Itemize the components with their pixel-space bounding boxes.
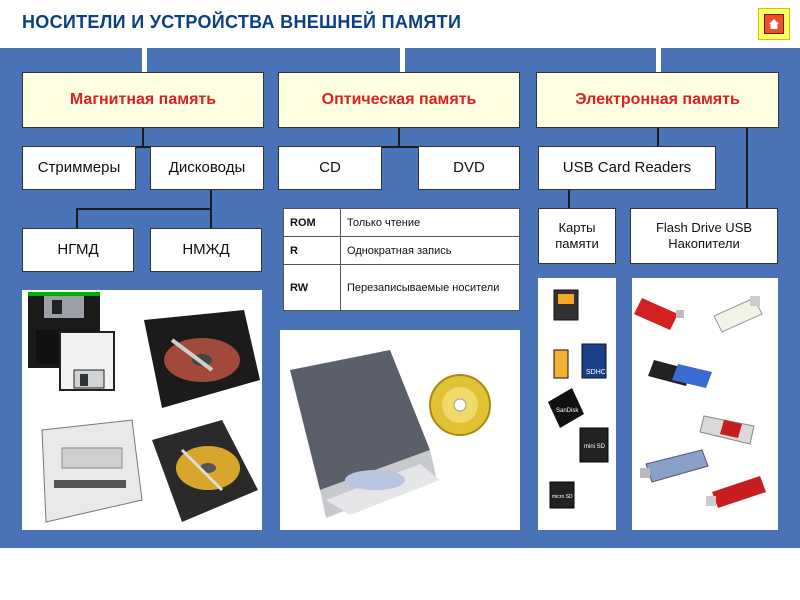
optical-types-table [283, 208, 520, 311]
table-cell-key: RW [284, 265, 341, 311]
node-flash-drives: Flash Drive USB Накопители [630, 208, 778, 264]
table-row [284, 209, 520, 237]
home-icon [764, 14, 784, 34]
node-nmzhd: НМЖД [150, 228, 262, 272]
hard-drive-icon [144, 310, 260, 408]
usb-flash-drive-icon [640, 450, 708, 482]
memory-card-icon [554, 350, 568, 378]
node-cd: CD [278, 146, 382, 190]
micro-sd-card-icon [550, 482, 574, 508]
node-streamers: Стриммеры [22, 146, 136, 190]
cd-drive-icon [290, 350, 440, 518]
table-cell-desc: Однократная запись [341, 237, 520, 265]
table-row [284, 265, 520, 311]
usb-flash-drive-icon [634, 298, 684, 330]
floppy-disk-icon [60, 332, 114, 390]
table-cell-desc: Перезаписываемые носители [341, 265, 520, 311]
sdhc-label: SDHC [586, 369, 606, 376]
table-cell-desc: Только чтение [341, 209, 520, 237]
usb-flash-drive-icon [706, 476, 766, 508]
usb-flash-drive-icon [714, 296, 762, 332]
home-button[interactable] [758, 8, 790, 40]
panel-divider [656, 48, 661, 72]
connector-line [76, 208, 212, 210]
usb-flash-drive-icon [648, 360, 712, 388]
category-electronic: Электронная память [536, 72, 779, 128]
flash-drives-image [632, 278, 778, 530]
connector-line [142, 128, 144, 146]
panel-divider [142, 48, 147, 72]
node-dvd: DVD [418, 146, 520, 190]
page-title: НОСИТЕЛИ И УСТРОЙСТВА ВНЕШНЕЙ ПАМЯТИ [22, 12, 462, 32]
node-disk-drives: Дисководы [150, 146, 264, 190]
hard-drive-icon [152, 420, 258, 522]
category-optical: Оптическая память [278, 72, 520, 128]
mini-sd-label: mini SD [584, 444, 606, 450]
magnetic-devices-image [22, 290, 262, 530]
connector-line [568, 190, 570, 208]
sd-card-icon [554, 290, 578, 320]
memory-cards-image [538, 278, 616, 530]
connector-line [76, 208, 78, 228]
sd-card-icon [548, 388, 584, 428]
optical-devices-image [280, 330, 520, 530]
panel-divider [400, 48, 405, 72]
node-ngmd: НГМД [22, 228, 134, 272]
mini-sd-card-icon [580, 428, 608, 462]
sandisk-label: SanDisk [556, 408, 579, 414]
connector-line [657, 128, 659, 148]
micro-sd-label: micro SD [552, 494, 573, 500]
connector-line [398, 128, 400, 146]
table-cell-key: ROM [284, 209, 341, 237]
table-cell-key: R [284, 237, 341, 265]
usb-flash-drive-icon [700, 416, 754, 444]
table-row [284, 237, 520, 265]
category-magnetic: Магнитная память [22, 72, 264, 128]
floppy-drive-icon [42, 420, 142, 522]
node-memory-cards: Карты памяти [538, 208, 616, 264]
node-usb-card-readers: USB Card Readers [538, 146, 716, 190]
sd-card-icon [582, 344, 606, 378]
connector-line [746, 128, 748, 208]
cd-disc-icon [430, 375, 490, 435]
